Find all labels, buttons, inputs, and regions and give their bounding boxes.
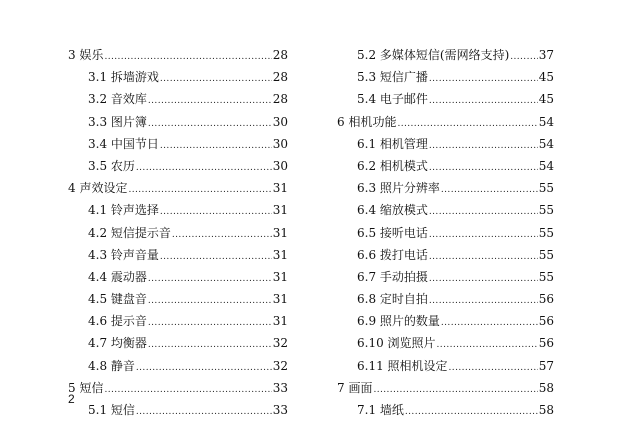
toc-chapter-entry [68,44,288,66]
toc-dot-leader [429,201,538,223]
toc-entry-page: 32 [272,358,288,373]
toc-section-entry [68,222,288,244]
toc-entry-title: 4 声效设定 [68,181,128,196]
toc-entry-page: 54 [538,114,554,129]
toc-dot-leader [148,113,272,135]
toc-dot-leader [136,401,272,423]
toc-section-entry [68,133,288,155]
toc-dot-leader [429,135,538,157]
toc-entry-title: 7.1 墙纸 [357,403,404,417]
toc-section-entry [68,111,288,133]
toc-dot-leader [373,379,537,401]
toc-entry-title: 4.8 静音 [88,358,135,373]
toc-entry-title: 3.5 农历 [88,158,135,173]
toc-entry-page: 33 [272,380,288,395]
toc-entry-title: 6.3 照片分辨率 [357,181,440,196]
toc-entry-page: 28 [272,92,288,107]
toc-entry-page: 28 [272,70,288,85]
toc-section-entry [68,332,288,354]
toc-chapter-entry [68,177,288,199]
toc-dot-leader [148,90,272,112]
toc-entry-title: 6.2 相机模式 [357,158,428,173]
toc-entry-page: 30 [272,136,288,151]
toc-entry-title: 4.4 震动器 [88,269,147,284]
toc-dot-leader [148,268,272,290]
toc-section-entry [337,155,554,177]
toc-entry-page: 55 [538,225,554,240]
toc-dot-leader [429,246,538,268]
toc-entry-title: 5.3 短信广播 [357,70,428,85]
toc-dot-leader [136,157,272,179]
toc-entry-title: 5.1 短信 [88,403,135,417]
toc-entry-page: 33 [272,403,288,417]
toc-entry-page: 56 [538,314,554,329]
toc-dot-leader [128,179,271,201]
toc-entry-title: 4.5 键盘音 [88,292,147,307]
toc-entry-title: 6.1 相机管理 [357,136,428,151]
toc-entry-title: 5.2 多媒体短信(需网络支持) [357,48,510,62]
toc-entry-page: 31 [272,314,288,329]
toc-entry-title: 4.3 铃声音量 [88,247,159,262]
toc-section-entry [337,66,554,88]
toc-section-entry [337,355,554,377]
toc-section-entry [68,310,288,332]
toc-entry-page: 57 [538,358,554,373]
toc-entry-title: 7 画面 [337,380,373,395]
toc-dot-leader [429,268,538,290]
toc-entry-page: 31 [272,247,288,262]
toc-dot-leader [104,46,271,68]
toc-entry-page: 32 [272,336,288,351]
toc-dot-leader [449,357,538,379]
toc-entry-page: 30 [272,114,288,129]
toc-dot-leader [510,46,537,68]
toc-section-entry [337,88,554,110]
toc-section-entry [68,288,288,310]
toc-entry-page: 45 [538,70,554,85]
toc-dot-leader [429,68,538,90]
toc-entry-page: 31 [272,203,288,218]
toc-section-entry [337,199,554,221]
toc-entry-page: 55 [538,181,554,196]
toc-section-entry [68,355,288,377]
toc-entry-page: 58 [538,403,554,417]
toc-section-entry [337,244,554,266]
toc-dot-leader [437,334,538,356]
toc-section-entry [337,44,554,66]
toc-section-entry [68,199,288,221]
toc-entry-page: 31 [272,292,288,307]
toc-section-entry [68,66,288,88]
toc-entry-title: 6.11 照相机设定 [357,358,448,373]
toc-dot-leader [172,224,272,246]
toc-entry-title: 6.10 浏览照片 [357,336,436,351]
toc-entry-title: 4.1 铃声选择 [88,203,159,218]
toc-section-entry [337,332,554,354]
toc-entry-page: 28 [272,48,288,62]
toc-dot-leader [160,135,272,157]
toc-dot-leader [160,246,272,268]
toc-entry-page: 55 [538,247,554,262]
toc-section-entry [337,399,554,421]
toc-section-entry [337,266,554,288]
toc-entry-title: 6.7 手动拍摄 [357,269,428,284]
toc-dot-leader [429,90,538,112]
toc-entry-title: 4.6 提示音 [88,314,147,329]
toc-entry-page: 56 [538,336,554,351]
toc-chapter-entry [337,377,554,399]
toc-chapter-entry [68,377,288,399]
toc-dot-leader [148,312,272,334]
toc-entry-page: 37 [538,48,554,62]
toc-dot-leader [160,201,272,223]
toc-entry-page: 56 [538,292,554,307]
toc-entry-title: 6 相机功能 [337,114,397,129]
toc-entry-page: 45 [538,92,554,107]
toc-section-entry [68,155,288,177]
toc-entry-title: 6.9 照片的数量 [357,314,440,329]
toc-entry-page: 31 [272,225,288,240]
toc-section-entry [68,266,288,288]
toc-dot-leader [429,224,538,246]
toc-entry-title: 4.2 短信提示音 [88,225,171,240]
toc-section-entry [68,88,288,110]
toc-right-column [337,44,554,421]
toc-entry-title: 6.5 接听电话 [357,225,428,240]
toc-entry-page: 54 [538,136,554,151]
toc-dot-leader [429,290,538,312]
toc-dot-leader [148,334,272,356]
toc-entry-page: 54 [538,158,554,173]
toc-dot-leader [441,312,538,334]
toc-section-entry [337,177,554,199]
toc-entry-title: 5 短信 [68,380,104,395]
toc-entry-title: 3.4 中国节日 [88,136,159,151]
toc-section-entry [337,310,554,332]
toc-section-entry [68,244,288,266]
toc-dot-leader [148,290,272,312]
toc-left-column [68,44,288,421]
toc-entry-page: 31 [272,181,288,196]
toc-dot-leader [136,357,272,379]
toc-chapter-entry [337,111,554,133]
toc-entry-title: 6.8 定时自拍 [357,292,428,307]
toc-section-entry [337,222,554,244]
toc-entry-title: 3.1 拆墙游戏 [88,70,159,85]
toc-entry-page: 55 [538,269,554,284]
toc-dot-leader [397,113,537,135]
toc-entry-page: 31 [272,269,288,284]
toc-dot-leader [160,68,272,90]
toc-entry-title: 5.4 电子邮件 [357,92,428,107]
toc-dot-leader [405,401,538,423]
toc-dot-leader [429,157,538,179]
toc-entry-title: 6.4 缩放模式 [357,203,428,218]
toc-entry-title: 6.6 拨打电话 [357,247,428,262]
toc-entry-title: 3.2 音效库 [88,92,147,107]
toc-section-entry [337,288,554,310]
toc-dot-leader [104,379,271,401]
toc-dot-leader [441,179,538,201]
toc-entry-title: 3.3 图片簿 [88,114,147,129]
toc-entry-title: 3 娱乐 [68,48,104,62]
toc-entry-page: 30 [272,158,288,173]
toc-entry-page: 58 [538,380,554,395]
toc-section-entry [68,399,288,421]
toc-section-entry [337,133,554,155]
page-number: 2 [68,392,75,406]
toc-entry-page: 55 [538,203,554,218]
toc-entry-title: 4.7 均衡器 [88,336,147,351]
